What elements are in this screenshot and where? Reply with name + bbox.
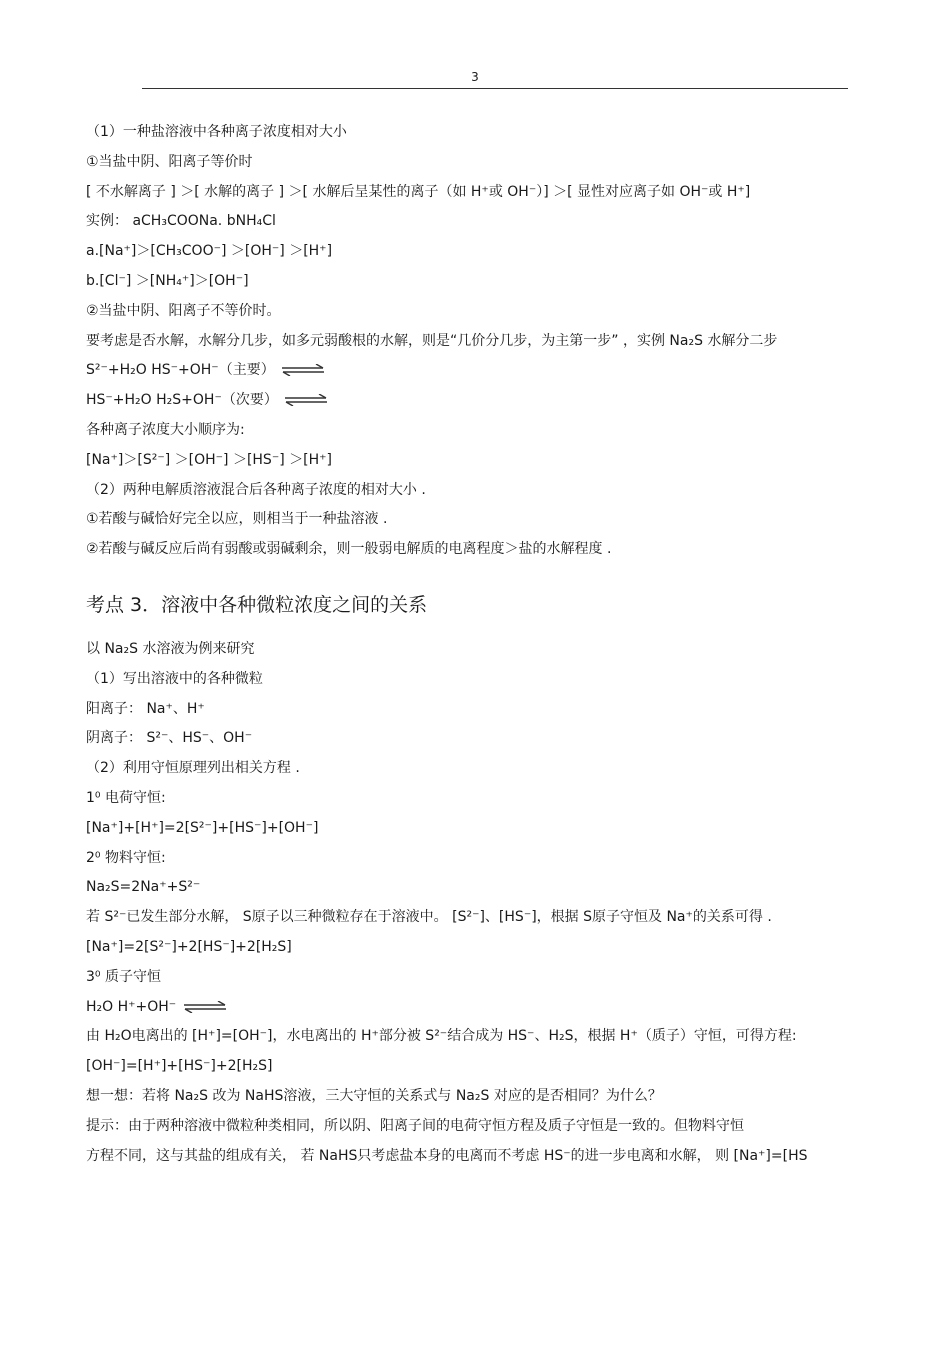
equation-text: H₂O H⁺+OH⁻ bbox=[86, 998, 177, 1015]
text-line: ①当盐中阴、阳离子等价时 bbox=[86, 153, 253, 170]
reversible-arrow-icon bbox=[281, 364, 325, 376]
section-heading: 考点 3．溶液中各种微粒浓度之间的关系 bbox=[86, 593, 428, 616]
equation-text: HS⁻+H₂O H₂S+OH⁻（次要） bbox=[86, 392, 278, 409]
text-line: [Na⁺]=2[S²⁻]+2[HS⁻]+2[H₂S] bbox=[86, 938, 292, 955]
text-line: （2）利用守恒原理列出相关方程 . bbox=[86, 760, 300, 777]
text-line: 由 H₂O电离出的 [H⁺]=[OH⁻]，水电离出的 H⁺部分被 S²⁻结合成为 HS⁻、H₂S，根据 H⁺（质子）守恒，可得方程: bbox=[86, 1028, 797, 1045]
equation-line bbox=[86, 386, 876, 416]
text-line: [Na⁺]+[H⁺]=2[S²⁻]+[HS⁻]+[OH⁻] bbox=[86, 819, 319, 836]
text-line: 实例： aCH₃COONa. bNH₄Cl bbox=[86, 213, 276, 230]
page-number: 3 bbox=[471, 70, 479, 84]
reversible-arrow-icon bbox=[284, 394, 328, 406]
text-line: ②若酸与碱反应后尚有弱酸或弱碱剩余，则一般弱电解质的电离程度＞盐的水解程度 . bbox=[86, 541, 612, 558]
text-line: [Na⁺]＞[S²⁻] ＞[OH⁻] ＞[HS⁻] ＞[H⁺] bbox=[86, 451, 332, 468]
text-line: 2⁰ 物料守恒: bbox=[86, 849, 166, 866]
text-line: （2）两种电解质溶液混合后各种离子浓度的相对大小 . bbox=[86, 481, 426, 498]
text-line: 阳离子： Na⁺、H⁺ bbox=[86, 700, 205, 717]
document-body bbox=[86, 118, 876, 1171]
equation-line bbox=[86, 993, 876, 1023]
text-line: （1）一种盐溶液中各种离子浓度相对大小 bbox=[86, 124, 347, 140]
text-line: 各种离子浓度大小顺序为: bbox=[86, 421, 245, 438]
text-paragraph: 要考虑是否水解，水解分几步，如多元弱酸根的水解，则是“几价分几步，为主第一步” ，实例 Na₂S 水解分二步 bbox=[86, 332, 778, 349]
text-line: Na₂S=2Na⁺+S²⁻ bbox=[86, 879, 201, 896]
text-line: 阴离子： S²⁻、HS⁻、OH⁻ bbox=[86, 730, 253, 747]
text-line: [ 不水解离子 ] ＞[ 水解的离子 ] ＞[ 水解后呈某性的离子（如 H⁺或 OH⁻）] ＞[ 显性对应离子如 OH⁻或 H⁺] bbox=[86, 183, 751, 200]
equation-line bbox=[86, 356, 876, 386]
text-line: a.[Na⁺]＞[CH₃COO⁻] ＞[OH⁻] ＞[H⁺] bbox=[86, 243, 333, 260]
text-line: 3⁰ 质子守恒 bbox=[86, 968, 161, 985]
text-line: ①若酸与碱恰好完全以应，则相当于一种盐溶液 . bbox=[86, 511, 388, 528]
text-line: [OH⁻]=[H⁺]+[HS⁻]+2[H₂S] bbox=[86, 1058, 273, 1075]
text-line: 1⁰ 电荷守恒: bbox=[86, 789, 166, 806]
text-line: 若 S²⁻已发生部分水解， S原子以三种微粒存在于溶液中。 [S²⁻]、[HS⁻]，根据 S原子守恒及 Na⁺的关系可得 . bbox=[86, 909, 772, 926]
text-line: b.[Cl⁻] ＞[NH₄⁺]＞[OH⁻] bbox=[86, 272, 249, 289]
text-line: 方程不同，这与其盐的组成有关， 若 NaHS只考虑盐本身的电离而不考虑 HS⁻的进一步电离和水解， 则 [Na⁺]=[HS bbox=[86, 1147, 808, 1164]
text-line: （1）写出溶液中的各种微粒 bbox=[86, 670, 263, 687]
text-line: ②当盐中阴、阳离子不等价时。 bbox=[86, 302, 281, 319]
text-line: 以 Na₂S 水溶液为例来研究 bbox=[86, 640, 255, 657]
reversible-arrow-icon bbox=[183, 1001, 227, 1013]
text-line: 想一想：若将 Na₂S 改为 NaHS溶液，三大守恒的关系式与 Na₂S 对应的是否相同？为什么？ bbox=[86, 1087, 662, 1104]
text-line: 提示：由于两种溶液中微粒种类相同，所以阴、阳离子间的电荷守恒方程及质子守恒是一致的。但物料守恒 bbox=[86, 1117, 744, 1134]
equation-text: S²⁻+H₂O HS⁻+OH⁻（主要） bbox=[86, 362, 275, 379]
header-rule bbox=[142, 88, 848, 89]
